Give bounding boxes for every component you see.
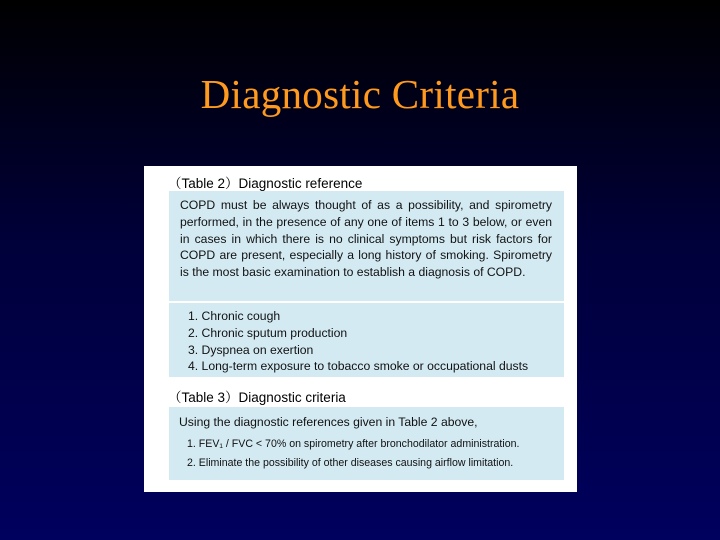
table-3-criteria-list	[187, 435, 519, 473]
table-2-heading: （Table 2）Diagnostic reference	[168, 176, 363, 191]
list-item: 2. Chronic sputum production	[188, 325, 348, 340]
table-2-intro-panel	[169, 191, 564, 301]
list-item: 1. FEV₁ / FVC < 70% on spirometry after bronchodilator administration.	[187, 438, 520, 450]
table-2-items-panel	[169, 303, 564, 377]
table-3-criteria-panel	[169, 407, 564, 480]
diagnostic-tables-image	[144, 166, 577, 492]
list-item: 2. Eliminate the possibility of other diseases causing airflow limitation.	[187, 457, 514, 469]
table-2-item-list	[188, 308, 528, 375]
list-item: 4. Long-term exposure to tobacco smoke or occupational dusts	[188, 359, 529, 374]
table-3-lead-text: Using the diagnostic references given in Table 2 above,	[179, 415, 478, 429]
table-3-heading: （Table 3）Diagnostic criteria	[168, 390, 346, 405]
slide-title: Diagnostic Criteria	[200, 71, 520, 117]
table-2-intro-text: COPD must be always thought of as a possibility, and spirometry performed, in the presence of any one of items 1 to 3 below, or even in cases in which there is no clinical symptoms but risk factors for COPD are present, especially a long history of smoking. Spirometry is the most basic examination to establish a diagnosis of COPD.	[180, 198, 552, 280]
list-item: 1. Chronic cough	[188, 309, 281, 323]
list-item: 3. Dyspnea on exertion	[188, 342, 314, 357]
